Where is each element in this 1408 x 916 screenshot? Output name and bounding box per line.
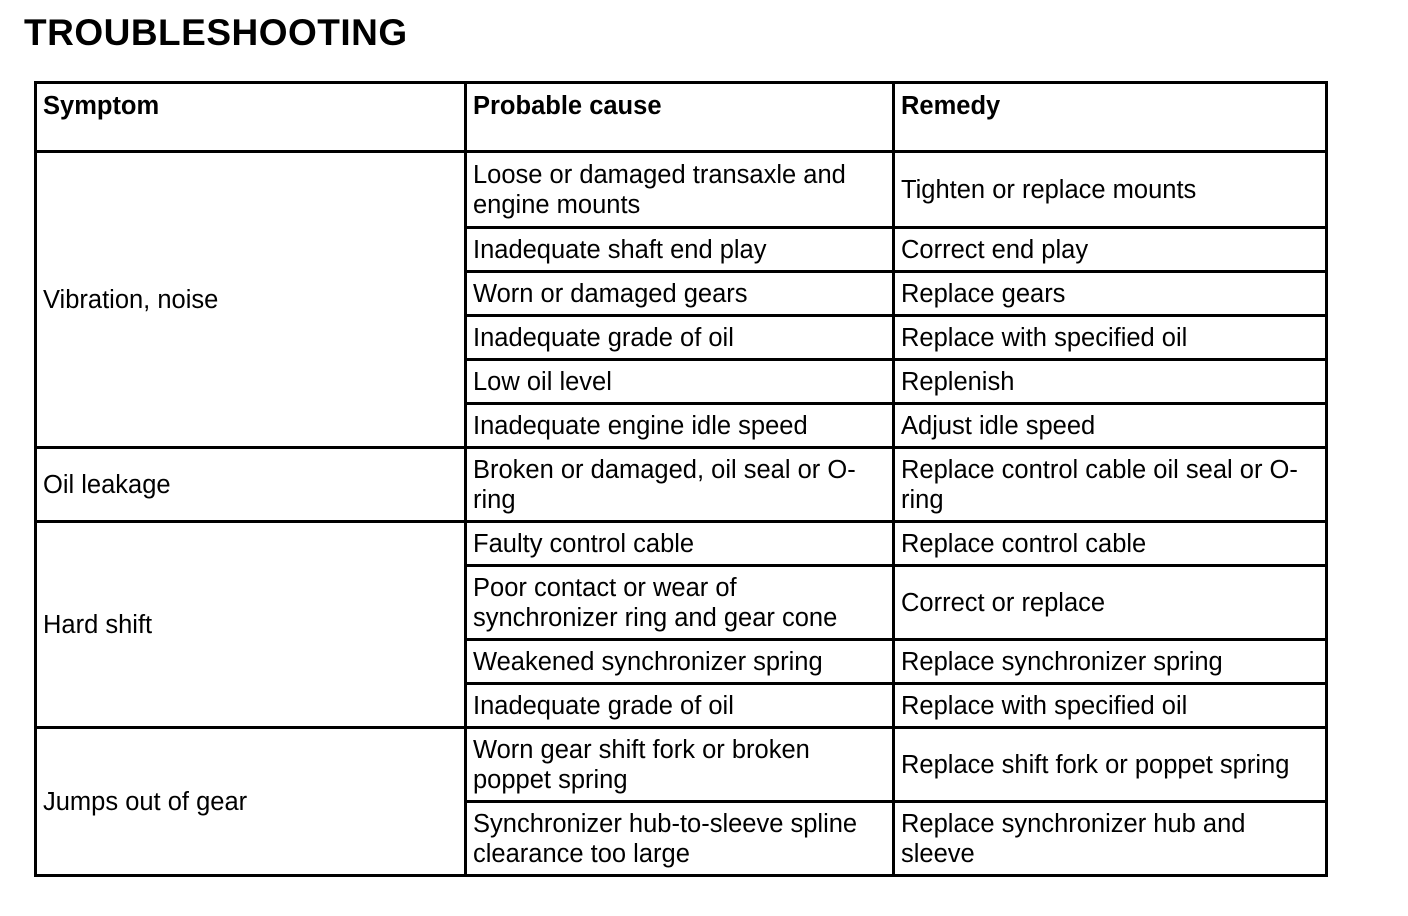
page-title: TROUBLESHOOTING bbox=[24, 12, 408, 53]
cause-cell: Synchronizer hub-to-sleeve spline clearance too large bbox=[466, 802, 894, 876]
cause-cell: Inadequate engine idle speed bbox=[466, 404, 894, 448]
cause-cell: Worn or damaged gears bbox=[466, 272, 894, 316]
symptom-cell: Vibration, noise bbox=[36, 152, 466, 448]
remedy-cell: Replace synchronizer hub and sleeve bbox=[894, 802, 1327, 876]
remedy-cell: Replace control cable bbox=[894, 522, 1327, 566]
column-header-probable-cause: Probable cause bbox=[466, 83, 894, 152]
table-row bbox=[36, 448, 1327, 522]
remedy-cell: Replace control cable oil seal or O-ring bbox=[894, 448, 1327, 522]
remedy-cell: Correct or replace bbox=[894, 566, 1327, 640]
remedy-cell: Replace with specified oil bbox=[894, 684, 1327, 728]
cause-cell: Broken or damaged, oil seal or O-ring bbox=[466, 448, 894, 522]
cause-cell: Low oil level bbox=[466, 360, 894, 404]
remedy-cell: Replace with specified oil bbox=[894, 316, 1327, 360]
symptom-cell: Jumps out of gear bbox=[36, 728, 466, 876]
cause-cell: Worn gear shift fork or broken poppet spring bbox=[466, 728, 894, 802]
remedy-cell: Adjust idle speed bbox=[894, 404, 1327, 448]
remedy-cell: Tighten or replace mounts bbox=[894, 152, 1327, 228]
cause-cell: Faulty control cable bbox=[466, 522, 894, 566]
cause-cell: Weakened synchronizer spring bbox=[466, 640, 894, 684]
cause-cell: Poor contact or wear of synchronizer ring and gear cone bbox=[466, 566, 894, 640]
column-header-remedy: Remedy bbox=[894, 83, 1327, 152]
table-row bbox=[36, 522, 1327, 566]
table-row bbox=[36, 152, 1327, 228]
remedy-cell: Replace gears bbox=[894, 272, 1327, 316]
header-row bbox=[36, 83, 1327, 152]
symptom-cell: Oil leakage bbox=[36, 448, 466, 522]
remedy-cell: Replace synchronizer spring bbox=[894, 640, 1327, 684]
column-header-symptom: Symptom bbox=[36, 83, 466, 152]
remedy-cell: Replenish bbox=[894, 360, 1327, 404]
cause-cell: Inadequate grade of oil bbox=[466, 684, 894, 728]
cause-cell: Loose or damaged transaxle and engine mounts bbox=[466, 152, 894, 228]
symptom-cell: Hard shift bbox=[36, 522, 466, 728]
remedy-cell: Replace shift fork or poppet spring bbox=[894, 728, 1327, 802]
table-row bbox=[36, 728, 1327, 802]
troubleshooting-table bbox=[34, 81, 1328, 877]
cause-cell: Inadequate shaft end play bbox=[466, 228, 894, 272]
remedy-cell: Correct end play bbox=[894, 228, 1327, 272]
cause-cell: Inadequate grade of oil bbox=[466, 316, 894, 360]
